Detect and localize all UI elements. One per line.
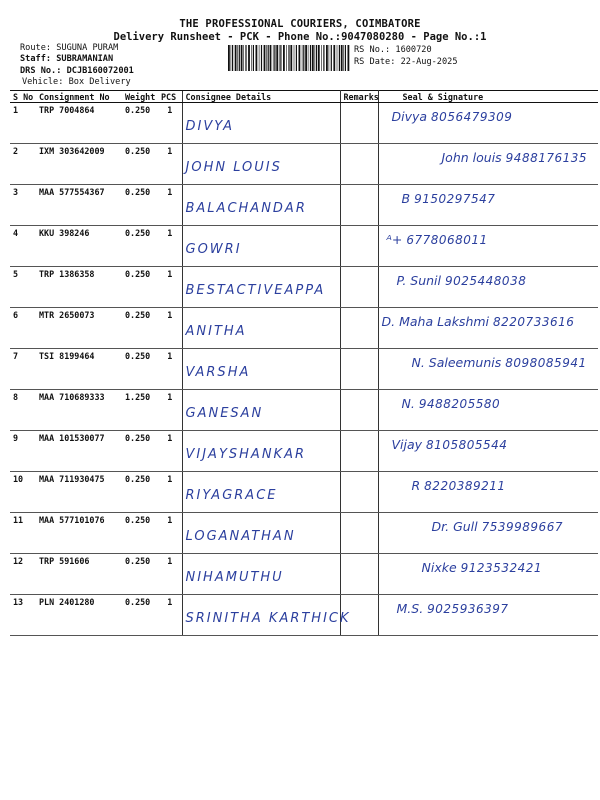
row-pcs: 1 [158, 226, 182, 267]
row-consignment: TRP 591606 [36, 554, 122, 595]
table-row [10, 390, 598, 431]
rs-no-line [354, 45, 458, 57]
row-consignee [182, 226, 340, 267]
row-remarks [340, 431, 378, 472]
signature-phone: 9123532421 [460, 561, 542, 575]
row-signature [378, 554, 598, 595]
row-pcs: 1 [158, 185, 182, 226]
signature-mark [412, 355, 600, 370]
signature-text: B [401, 191, 411, 206]
signature-mark [402, 396, 600, 411]
row-sno: 2 [10, 144, 36, 185]
signature-phone: 8220733616 [493, 315, 575, 329]
signature-mark [392, 437, 600, 452]
row-sno: 1 [10, 103, 36, 144]
row-sno: 4 [10, 226, 36, 267]
signature-mark [412, 478, 600, 493]
row-sno: 12 [10, 554, 36, 595]
row-consignment: MAA 710689333 [36, 390, 122, 431]
consignee-name: ANITHA [185, 324, 247, 339]
signature-phone: 8220389211 [424, 479, 506, 493]
row-signature [378, 513, 598, 554]
signature-text: ᴬ+ [386, 232, 403, 247]
row-weight: 0.250 [122, 349, 158, 390]
rs-date-value: 22-Aug-2025 [400, 56, 458, 67]
row-weight: 0.250 [122, 267, 158, 308]
col-remarks: Remarks [340, 91, 378, 103]
row-consignee [182, 267, 340, 308]
table-row [10, 144, 598, 185]
row-signature [378, 144, 598, 185]
row-consignee [182, 431, 340, 472]
row-consignment: MAA 711930475 [36, 472, 122, 513]
rs-date-label: RS Date: [354, 56, 396, 67]
table-row [10, 103, 598, 144]
signature-phone: 9025936397 [427, 602, 509, 616]
row-remarks [340, 472, 378, 513]
vehicle-line [22, 77, 131, 88]
row-signature [378, 595, 598, 636]
col-sno: S No [10, 91, 36, 103]
signature-text: Dr. Gull [431, 519, 478, 534]
row-sno: 8 [10, 390, 36, 431]
row-consignee [182, 554, 340, 595]
row-consignee [182, 349, 340, 390]
row-remarks [340, 185, 378, 226]
row-weight: 0.250 [122, 472, 158, 513]
row-pcs: 1 [158, 472, 182, 513]
row-pcs: 1 [158, 349, 182, 390]
table-row [10, 513, 598, 554]
row-consignment: TRP 7004864 [36, 103, 122, 144]
row-consignment: MTR 2650073 [36, 308, 122, 349]
signature-text: Divya [391, 109, 428, 124]
row-signature [378, 349, 598, 390]
row-remarks [340, 513, 378, 554]
runsheet-table [10, 90, 598, 636]
row-remarks [340, 144, 378, 185]
signature-phone: 8098085941 [505, 356, 587, 370]
rs-no-value: 1600720 [395, 45, 432, 55]
consignee-name: JOHN LOUIS [185, 160, 282, 175]
rs-no-label: RS No.: [354, 45, 391, 55]
row-consignee [182, 103, 340, 144]
signature-phone: 8056479309 [431, 110, 513, 124]
signature-mark [422, 560, 600, 575]
signature-text: Vijay [391, 437, 423, 452]
signature-text: P. Sunil [396, 273, 441, 288]
consignee-name: SRINITHA KARTHICK [185, 611, 351, 626]
signature-mark [432, 519, 600, 534]
row-consignment: MAA 577554367 [36, 185, 122, 226]
table-header-row [10, 91, 598, 103]
col-consignment: Consignment No [36, 91, 122, 103]
row-consignee [182, 308, 340, 349]
row-consignee [182, 185, 340, 226]
signature-mark [402, 191, 600, 206]
table-row [10, 226, 598, 267]
row-weight: 0.250 [122, 554, 158, 595]
row-signature [378, 226, 598, 267]
row-consignee [182, 595, 351, 636]
row-pcs: 1 [158, 103, 182, 144]
row-consignee [182, 513, 340, 554]
signature-text: N. Saleemunis [411, 355, 502, 370]
staff-label: Staff: [20, 54, 52, 64]
signature-mark [387, 232, 600, 247]
row-sno: 9 [10, 431, 36, 472]
col-pcs: PCS [158, 91, 182, 103]
signature-mark [392, 109, 600, 124]
row-remarks [340, 308, 378, 349]
row-signature [378, 308, 598, 349]
row-remarks [340, 103, 378, 144]
vehicle-value: Box Delivery [68, 77, 131, 87]
runsheet-subtitle: Delivery Runsheet - PCK - Phone No.:9047080280 - Page No.:1 [113, 31, 487, 43]
row-sno: 13 [10, 595, 36, 636]
signature-mark [382, 314, 599, 329]
row-consignment: PLN 2401280 [36, 595, 122, 636]
signature-phone: 7539989667 [481, 520, 563, 534]
company-title: THE PROFESSIONAL COURIERS, COIMBATORE [179, 18, 421, 30]
consignee-name: DIVYA [185, 119, 235, 134]
row-pcs: 1 [158, 308, 182, 349]
consignee-name: NIHAMUTHU [185, 570, 284, 585]
rs-info [354, 45, 458, 68]
row-signature [378, 185, 598, 226]
row-signature [378, 390, 598, 431]
row-sno: 10 [10, 472, 36, 513]
signature-text: M.S. [396, 601, 424, 616]
drs-label: DRS No.: [20, 66, 62, 76]
row-consignment: IXM 303642009 [36, 144, 122, 185]
table-row [10, 595, 598, 636]
row-remarks [340, 554, 378, 595]
row-remarks [340, 267, 378, 308]
consignee-name: RIYAGRACE [185, 488, 278, 503]
table-row [10, 185, 598, 226]
row-pcs: 1 [158, 390, 182, 431]
row-weight: 0.250 [122, 144, 158, 185]
row-sno: 6 [10, 308, 36, 349]
row-signature [378, 103, 598, 144]
vehicle-label: Vehicle: [22, 77, 64, 87]
consignee-name: GOWRI [185, 242, 242, 257]
route-label: Route: [20, 43, 52, 53]
signature-phone: 9488176135 [505, 151, 588, 165]
col-signature: Seal & Signature [378, 91, 598, 103]
row-pcs: 1 [158, 431, 182, 472]
signature-text: D. Maha Lakshmi [381, 314, 490, 329]
row-consignment: TRP 1386358 [36, 267, 122, 308]
signature-text: Nixke [421, 560, 457, 575]
row-pcs: 1 [158, 144, 182, 185]
row-weight: 0.250 [122, 226, 158, 267]
row-signature [378, 267, 598, 308]
row-consignee [182, 390, 340, 431]
row-pcs: 1 [158, 595, 182, 636]
row-consignment: MAA 577101076 [36, 513, 122, 554]
row-signature [378, 472, 598, 513]
table-row [10, 472, 598, 513]
row-weight: 0.250 [122, 185, 158, 226]
signature-text: N. [401, 396, 415, 411]
table-row [10, 431, 598, 472]
barcode-image [228, 45, 350, 71]
signature-phone: 9025448038 [444, 274, 527, 288]
row-sno: 11 [10, 513, 36, 554]
consignee-name: LOGANATHAN [185, 529, 296, 544]
consignee-name: BESTACTIVEAPPA [185, 283, 326, 298]
signature-phone: 9488205580 [418, 397, 501, 411]
signature-mark [397, 273, 600, 288]
row-weight: 0.250 [122, 595, 158, 636]
route-value: SUGUNA PURAM [56, 43, 119, 53]
row-pcs: 1 [158, 554, 182, 595]
drs-value: DCJB160072001 [66, 66, 134, 76]
staff-value: SUBRAMANIAN [56, 54, 114, 64]
row-consignee [182, 472, 340, 513]
route-line [20, 43, 118, 54]
row-consignment: TSI 8199464 [36, 349, 122, 390]
row-pcs: 1 [158, 267, 182, 308]
signature-mark [397, 601, 600, 616]
row-weight: 0.250 [122, 103, 158, 144]
signature-phone: 6778068011 [406, 233, 488, 247]
col-consignee: Consignee Details [182, 91, 340, 103]
table-row [10, 349, 598, 390]
table-row [10, 267, 598, 308]
row-pcs: 1 [158, 513, 182, 554]
consignee-name: GANESAN [185, 406, 264, 421]
consignee-name: VIJAYSHANKAR [185, 447, 306, 462]
consignee-name: VARSHA [185, 365, 251, 380]
signature-mark [442, 150, 600, 165]
signature-text: John louis [441, 150, 502, 165]
row-weight: 1.250 [122, 390, 158, 431]
row-remarks [340, 349, 378, 390]
row-weight: 0.250 [122, 513, 158, 554]
row-remarks [340, 226, 378, 267]
signature-phone: 8105805544 [426, 438, 508, 452]
row-sno: 5 [10, 267, 36, 308]
row-consignment: KKU 398246 [36, 226, 122, 267]
row-sno: 3 [10, 185, 36, 226]
consignee-name: BALACHANDAR [185, 201, 307, 216]
table-row [10, 554, 598, 595]
table-row [10, 308, 598, 349]
row-remarks [340, 390, 378, 431]
drs-line [20, 66, 134, 77]
row-consignee [182, 144, 340, 185]
signature-phone: 9150297547 [414, 192, 496, 206]
row-consignment: MAA 101530077 [36, 431, 122, 472]
row-weight: 0.250 [122, 431, 158, 472]
row-sno: 7 [10, 349, 36, 390]
rs-date-line [354, 57, 458, 69]
row-signature [378, 431, 598, 472]
col-weight: Weight [122, 91, 158, 103]
row-weight: 0.250 [122, 308, 158, 349]
staff-line [20, 54, 113, 65]
signature-text: R [411, 478, 421, 493]
